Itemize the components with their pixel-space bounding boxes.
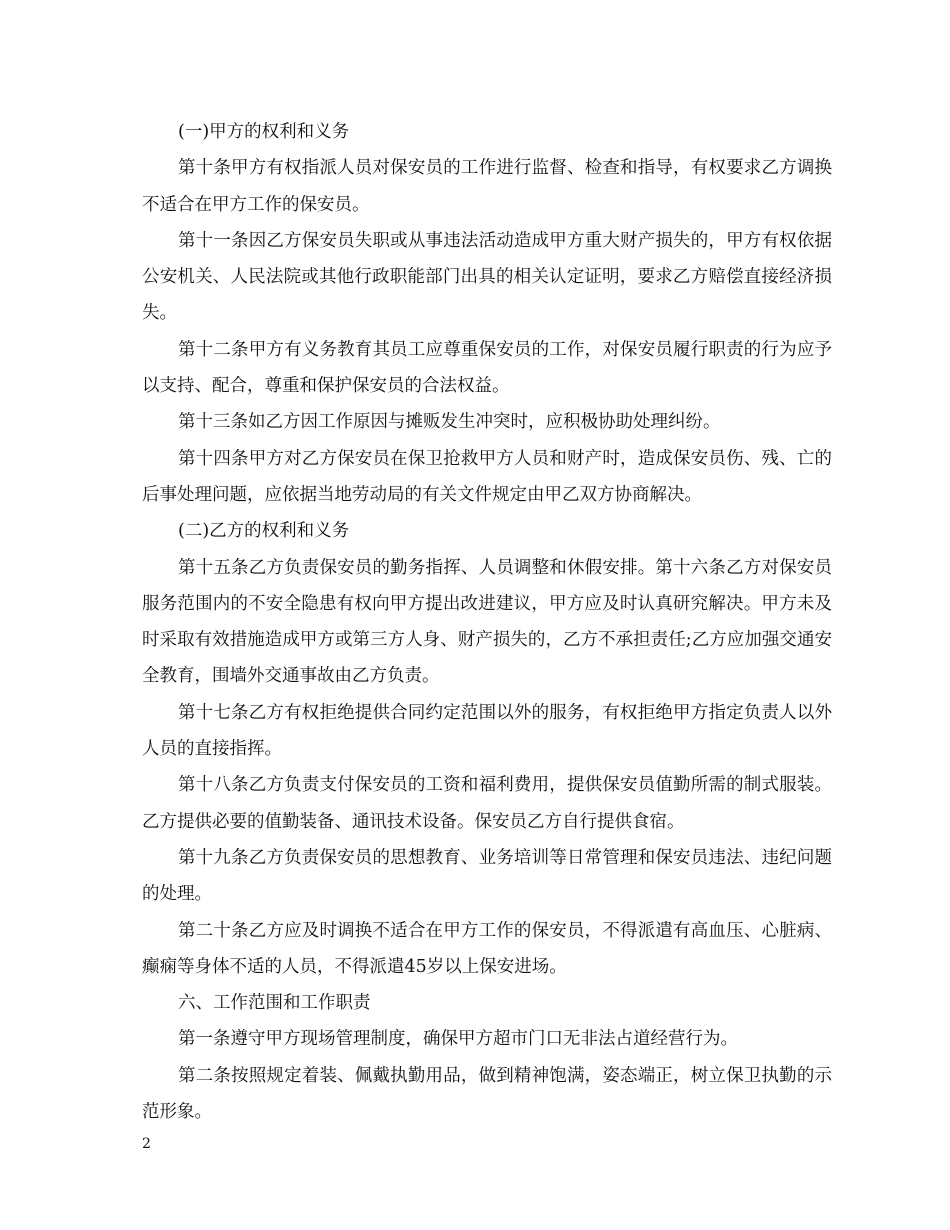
clause-13: 第十三条如乙方因工作原因与摊贩发生冲突时，应积极协助处理纠纷。	[178, 412, 721, 433]
section-heading-party-a: (一)甲方的权利和义务	[178, 122, 350, 142]
clause-19: 第十九条乙方负责保安员的思想教育、业务培训等日常管理和保安员违法、违纪问题的处理。	[142, 847, 832, 905]
clause-12: 第十二条甲方有义务教育其员工应尊重保安员的工作，对保安员履行职责的行为应予以支持、配合，尊重和保护保安员的合法权益。	[142, 339, 832, 397]
section-heading-party-b: (二)乙方的权利和义务	[178, 521, 350, 542]
clause-14: 第十四条甲方对乙方保安员在保卫抢救甲方人员和财产时，造成保安员伤、残、亡的后事处理问题，应依据当地劳动局的有关文件规定由甲乙双方协商解决。	[142, 448, 832, 505]
clause-18: 第十八条乙方负责支付保安员的工资和福利费用，提供保安员值勤所需的制式服装。乙方提供必要的值勤装备、通讯技术设备。保安员乙方自行提供食宿。	[142, 775, 832, 832]
scope-clause-2: 第二条按照规定着装、佩戴执勤用品，做到精神饱满，姿态端正，树立保卫执勤的示范形象。	[142, 1065, 832, 1123]
section-heading-scope: 六、工作范围和工作职责	[178, 993, 371, 1014]
page-number: 2	[142, 1136, 151, 1152]
document-body	[142, 114, 832, 1130]
clause-20: 第二十条乙方应及时调换不适合在甲方工作的保安员，不得派遣有高血压、心脏病、癫痫等身体不适的人员，不得派遣45岁以上保安进场。	[142, 920, 832, 977]
clause-15-16: 第十五条乙方负责保安员的勤务指挥、人员调整和休假安排。第十六条乙方对保安员服务范围内的不安全隐患有权向甲方提出改进建议，甲方应及时认真研究解决。甲方未及时采取有效措施造成甲方或第三方人身、财产损失的，乙方不承担责任;乙方应加强交通安全教育，围墙外交通事故由乙方负责。	[142, 557, 832, 687]
clause-17: 第十七条乙方有权拒绝提供合同约定范围以外的服务，有权拒绝甲方指定负责人以外人员的直接指挥。	[142, 702, 832, 760]
clause-11: 第十一条因乙方保安员失职或从事违法活动造成甲方重大财产损失的，甲方有权依据公安机关、人民法院或其他行政职能部门出具的相关认定证明，要求乙方赔偿直接经济损失。	[142, 230, 832, 324]
scope-clause-1: 第一条遵守甲方现场管理制度，确保甲方超市门口无非法占道经营行为。	[178, 1029, 738, 1050]
clause-10: 第十条甲方有权指派人员对保安员的工作进行监督、检查和指导，有权要求乙方调换不适合在甲方工作的保安员。	[142, 158, 832, 215]
